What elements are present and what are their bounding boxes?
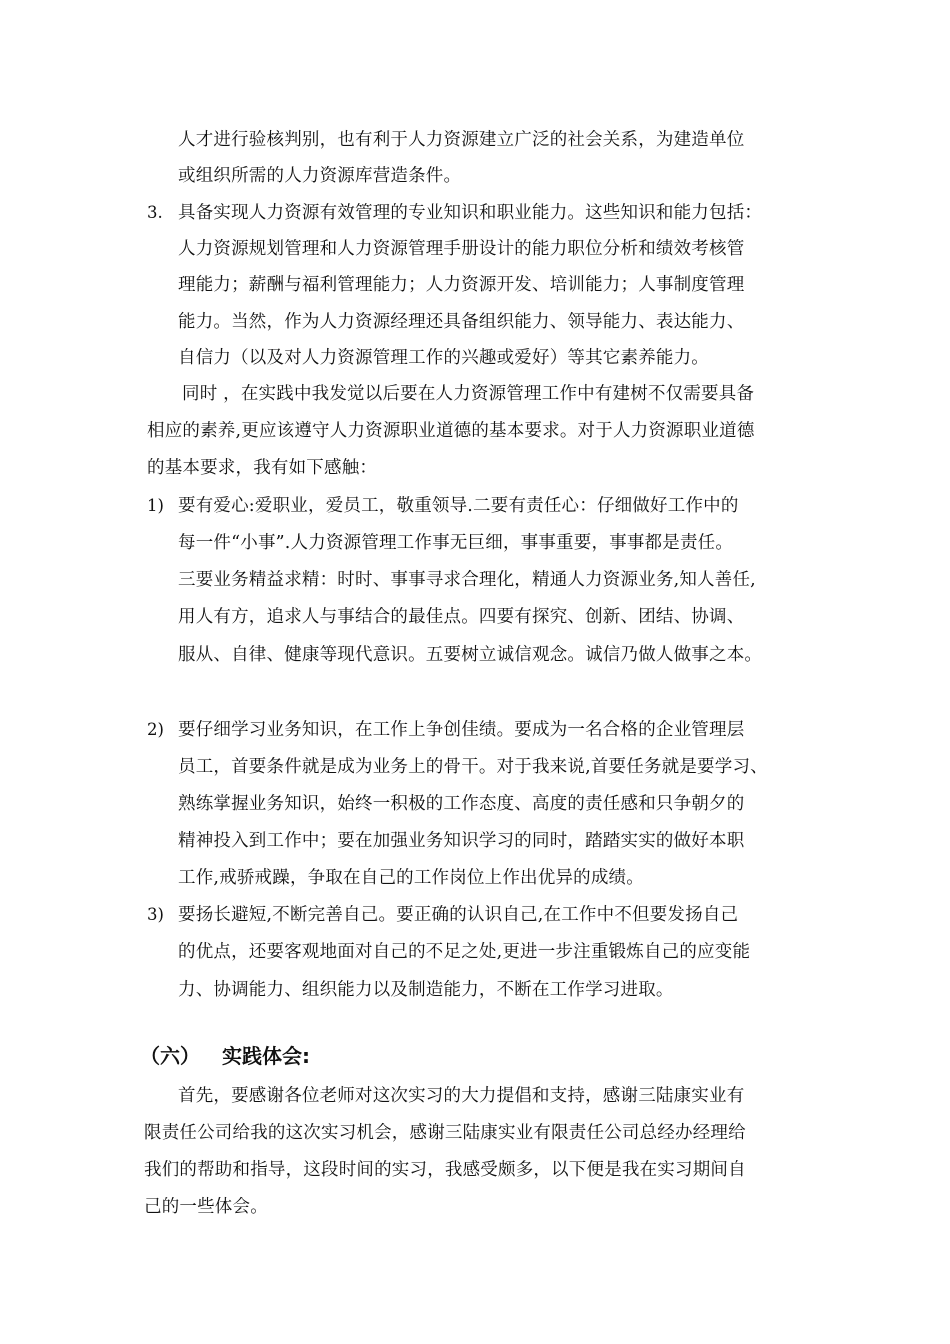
point-line: 用人有方，追求人与事结合的最佳点。四要有探究、创新、团结、协调、 [178,607,745,627]
paragraph-line: 首先，要感谢各位老师对这次实习的大力提倡和支持，感谢三陆康实业有 [178,1086,745,1106]
paragraph-line: 相应的素养,更应该遵守人力资源职业道德的基本要求。对于人力资源职业道德 [147,421,755,441]
paragraph-line: 己的一些体会。 [144,1197,268,1217]
point-line: 工作,戒骄戒躁，争取在自己的工作岗位上作出优异的成绩。 [178,868,644,888]
point-line: 三要业务精益求精：时时、事事寻求合理化，精通人力资源业务,知人善任, [178,570,756,590]
intro-line: 人才进行验核判别，也有利于人力资源建立广泛的社会关系，为建造单位 [178,130,745,150]
section-heading [140,1043,310,1069]
item-line: 理能力；薪酬与福利管理能力；人力资源开发、培训能力；人事制度管理 [178,275,745,295]
point-line: 精神投入到工作中；要在加强业务知识学习的同时，踏踏实实的做好本职 [178,831,745,851]
point-line: 要有爱心:爱职业，爱员工，敬重领导.二要有责任心：仔细做好工作中的 [178,496,739,516]
point-line: 的优点，还要客观地面对自己的不足之处,更进一步注重锻炼自己的应变能 [178,942,751,962]
paragraph-line: 的基本要求，我有如下感触： [147,458,378,478]
item-line: 能力。当然，作为人力资源经理还具备组织能力、领导能力、表达能力、 [178,312,745,332]
section-title: 实践体会: [222,1044,310,1068]
paragraph-line: 限责任公司给我的这次实习机会，感谢三陆康实业有限责任公司总经办经理给 [144,1123,746,1143]
intro-line: 或组织所需的人力资源库营造条件。 [178,166,462,186]
point-number: 1) [147,496,164,515]
paragraph-line: 同时 ，在实践中我发觉以后要在人力资源管理工作中有建树不仅需要具备 [182,384,755,404]
item-number: 3. [147,203,163,222]
point-number: 2) [147,720,164,739]
point-line: 服从、自律、健康等现代意识。五要树立诚信观念。诚信乃做人做事之本。 [178,645,763,665]
item-line: 人力资源规划管理和人力资源管理手册设计的能力职位分析和绩效考核管 [178,239,745,259]
point-line: 熟练掌握业务知识，始终一积极的工作态度、高度的责任感和只争朝夕的 [178,794,745,814]
paragraph-line: 我们的帮助和指导，这段时间的实习，我感受颇多，以下便是我在实习期间自 [144,1160,746,1180]
point-line: 员工，首要条件就是成为业务上的骨干。对于我来说,首要任务就是要学习、 [178,757,768,777]
point-line: 每一件“小事”.人力资源管理工作事无巨细，事事重要，事事都是责任。 [178,533,734,553]
item-line: 自信力（以及对人力资源管理工作的兴趣或爱好）等其它素养能力。 [178,348,709,368]
item-line: 具备实现人力资源有效管理的专业知识和职业能力。这些知识和能力包括： [178,203,763,223]
point-line: 力、协调能力、组织能力以及制造能力，不断在工作学习进取。 [178,980,674,1000]
point-number: 3) [147,905,164,924]
point-line: 要仔细学习业务知识，在工作上争创佳绩。要成为一名合格的企业管理层 [178,720,745,740]
section-label: （六） [140,1044,200,1068]
point-line: 要扬长避短,不断完善自己。要正确的认识自己,在工作中不但要发扬自己 [178,905,739,925]
